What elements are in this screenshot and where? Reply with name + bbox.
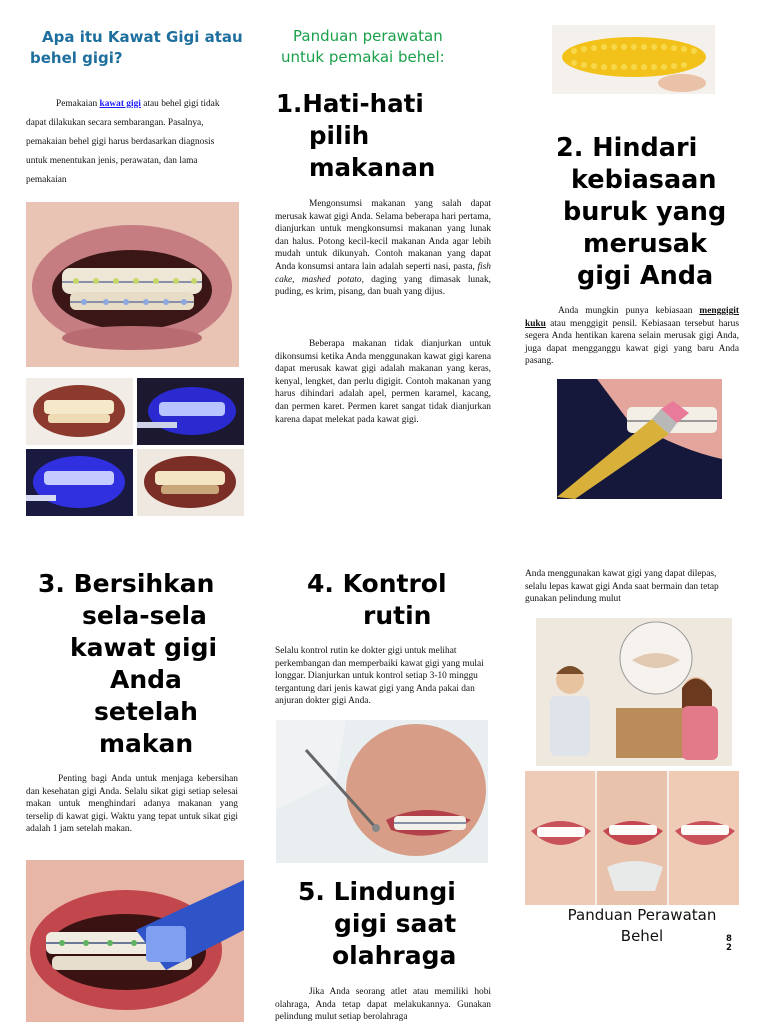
heading-4-routine-control: 4. Kontrol rutin (307, 569, 447, 630)
heading-2-avoid-bad-habits: 2. Hindari kebiasaan buruk yang merusak gigi Anda (556, 133, 727, 291)
bad-habits-paragraph: Anda mungkin punya kebiasaan menggigit kuku atau menggigit pensil. Kebiasaan tersebut harus segera Anda hentikan karena selain merusak gigi Anda, juga dapat mengganggu kawat gigi yang baru Anda pasang. (525, 306, 739, 367)
page-number: 8 2 (726, 934, 732, 953)
control-paragraph: Selalu kontrol rutin ke dokter gigi untuk melihat perkembangan dan memperbaiki kawat gigi yang mulai longgar. Dianjurkan untuk kontrol setiap 3-10 minggu tergantung dari jenis kawat gigi yang Anda pakai dan anjuran dokter gigi Anda. (275, 646, 484, 707)
corn-photo (552, 25, 715, 94)
guide-title: Panduan perawatan untuk pemakai behel: (281, 27, 445, 66)
dentist-illustration (536, 618, 732, 766)
biting-pencil-photo (557, 379, 722, 499)
intro-paragraph (26, 95, 234, 190)
footer-title: Panduan Perawatan Behel (567, 906, 717, 945)
intro-text-pre: Pemakaian (56, 99, 100, 109)
teeth-photo-1 (26, 378, 133, 445)
smiles-collage-photo (525, 771, 739, 905)
heading-3-clean-braces: 3. Bersihkan sela-sela kawat gigi Anda setelah makan (38, 569, 218, 758)
section-title-what-is-braces: Apa itu Kawat Gigi atau behel gigi? (30, 28, 243, 67)
heading-5-protect-teeth-sports: 5. Lindungi gigi saat olahraga (298, 877, 457, 970)
dentist-checkup-photo (276, 720, 488, 863)
kawat-gigi-link[interactable]: kawat gigi (99, 99, 141, 109)
toothbrush-braces-photo (26, 860, 244, 1022)
braces-smile-photo (26, 202, 239, 367)
sports-paragraph: Jika Anda seorang atlet atau memiliki hobi olahraga, Anda tetap dapat melakukannya. Gunakan pelindung mulut setiap berolahraga (275, 987, 491, 1023)
teeth-photo-4 (137, 449, 244, 516)
teeth-photo-2 (137, 378, 244, 445)
heading-1-choose-food: 1.Hati-hati pilih makanan (276, 89, 436, 182)
removable-braces-paragraph: Anda menggunakan kawat gigi yang dapat dilepas, selalu lepas kawat gigi Anda saat bermain dan tetap gunakan pelindung mulut (525, 569, 719, 605)
clean-paragraph: Penting bagi Anda untuk menjaga kebersihan dan kesehatan gigi Anda. Selalu sikat gigi setiap selesai makan untuk menghindari adanya makanan yang terselip di kawat gigi. Waktu yang tepat untuk sikat gigi adalah 1 jam setelah makan. (26, 774, 238, 835)
food-paragraph-1: Mengonsumsi makanan yang salah dapat merusak kawat gigi Anda. Selama beberapa hari pertama, dianjurkan untuk mengkonsumsi makanan yang lunak dan halus. Potong kecil-kecil makanan Anda agar lebih mudah untuk dikunyah. Contoh makanan yang dapat Anda konsumsi antara lain adalah seperti nasi, pasta, fish cake, mashed potato, daging yang dimasak lunak, puding, es krim, pisang, dan buah yang dijus. (275, 199, 491, 298)
teeth-photo-3 (26, 449, 133, 516)
food-paragraph-2: Beberapa makanan tidak dianjurkan untuk dikonsumsi ketika Anda menggunakan kawat gigi karena dapat merusak kawat gigi adalah makanan yang keras, kenyal, lengket, dan perlu digigit. Contoh makanan yang harus dihindari adalah apel, permen karamel, kacang, dan permen karet. Permen karet sangat tidak dianjurkan karena dapat melekat pada kawat gigi. (275, 339, 491, 425)
intro-text-post: atau behel gigi tidak dapat dilakukan secara sembarangan. Pasalnya, pemakaian behel gigi harus berdasarkan diagnosis untuk menentukan jenis, perawatan, dan lama pemakaian (26, 99, 220, 185)
